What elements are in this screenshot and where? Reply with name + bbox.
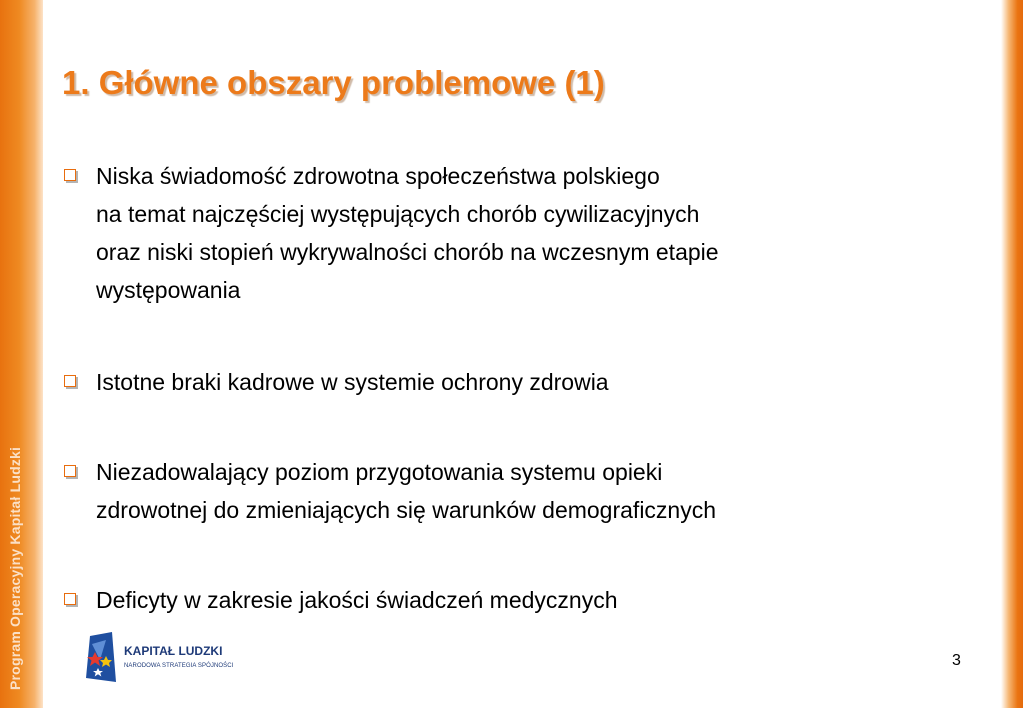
page-number: 3: [952, 652, 961, 669]
slide-title: 1. Główne obszary problemowe (1): [62, 64, 605, 101]
bullet-item: [62, 363, 962, 401]
eu-stars-logo-icon: [82, 630, 120, 684]
square-bullet-icon: [64, 375, 76, 387]
bullet-item: [62, 157, 962, 309]
bullet-line: Niezadowalający poziom przygotowania systemu opieki: [96, 459, 663, 485]
bullet-line: Niska świadomość zdrowotna społeczeństwa polskiego: [96, 163, 660, 189]
bullet-line: Istotne braki kadrowe w systemie ochrony zdrowia: [96, 369, 609, 395]
square-bullet-icon: [64, 169, 76, 181]
bullet-list: [62, 157, 962, 619]
bullet-line: oraz niski stopień wykrywalności chorób na wczesnym etapie: [96, 239, 719, 265]
bullet-item: [62, 581, 962, 619]
square-bullet-icon: [64, 465, 76, 477]
logo-title: KAPITAŁ LUDZKI: [124, 644, 223, 658]
bullet-line: na temat najczęściej występujących chorób cywilizacyjnych: [96, 201, 700, 227]
logo-subtitle: NARODOWA STRATEGIA SPÓJNOŚCI: [124, 663, 234, 669]
right-decorative-band: [1001, 0, 1023, 708]
bullet-item: [62, 453, 962, 529]
bullet-line: zdrowotnej do zmieniających się warunków demograficznych: [96, 497, 717, 523]
square-bullet-icon: [64, 593, 76, 605]
program-sidebar-label: Program Operacyjny Kapitał Ludzki: [7, 446, 23, 690]
kapital-ludzki-logo: [82, 630, 262, 686]
bullet-line: Deficyty w zakresie jakości świadczeń medycznych: [96, 587, 618, 613]
bullet-line: występowania: [96, 277, 241, 303]
